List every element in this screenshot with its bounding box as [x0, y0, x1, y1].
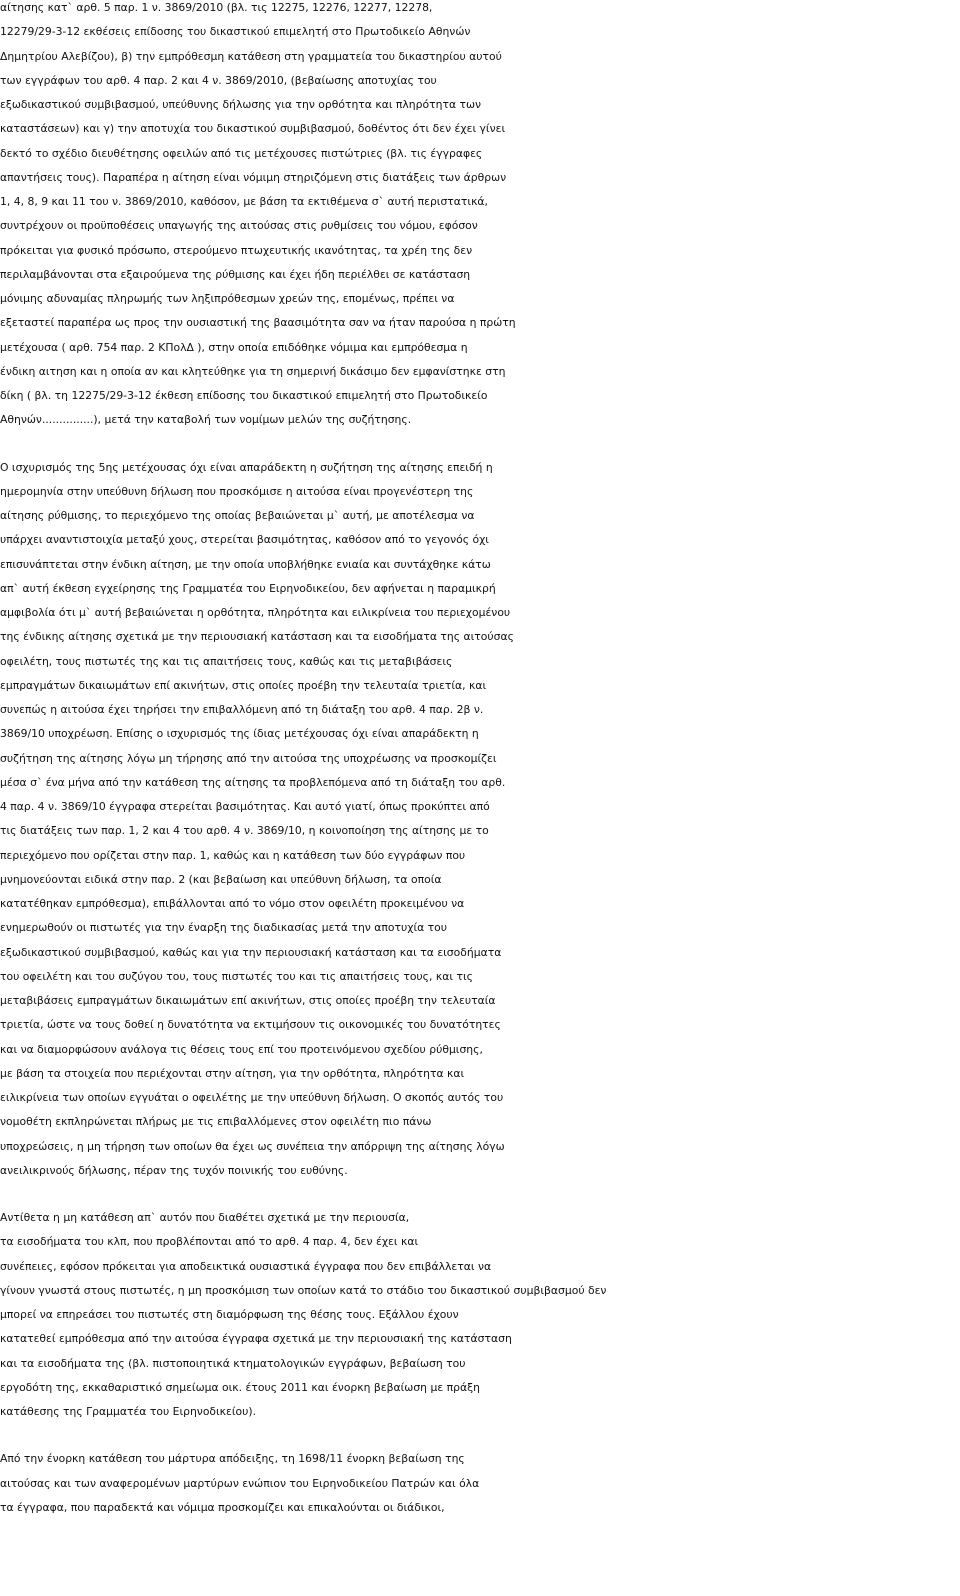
text-line: πρόκειται για φυσικό πρόσωπο, στερούμενο πτωχευτικής ικανότητας, τα χρέη της δεν: [0, 243, 473, 257]
text-line: απ` αυτή έκθεση εγχείρησης της Γραμματέα του Ειρηνοδικείου, δεν αφήνεται η παραμικρή: [0, 581, 496, 595]
text-line: επισυνάπτεται στην ένδικη αίτηση, με την οποία υποβλήθηκε ενιαία και συντάχθηκε κάτω: [0, 557, 491, 571]
text-line: νομοθέτη εκπληρώνεται πλήρως με τις επιβαλλόμενες στον οφειλέτη πιο πάνω: [0, 1115, 432, 1129]
text-line: κατατέθηκαν εμπρόθεσμα), επιβάλλονται από το νόμο στον οφειλέτη προκειμένου να: [0, 897, 465, 910]
text-line: 3869/10 υποχρέωση. Επίσης ο ισχυρισμός της ίδιας μετέχουσας όχι είναι απαράδεκτη η: [0, 727, 479, 741]
text-line: συντρέχουν οι προϋποθέσεις υπαγωγής της αιτούσας στις ρυθμίσεις του νόμου, εφόσον: [0, 219, 478, 233]
text-line: οφειλέτη, τους πιστωτές της και τις απαιτήσεις τους, καθώς και τις μεταβιβάσεις: [0, 654, 453, 668]
text-line: του οφειλέτη και του συζύγου του, τους πιστωτές του και τις απαιτήσεις τους, και τις: [0, 969, 473, 983]
text-line: καταστάσεων) και γ) την αποτυχία του δικαστικού συμβιβασμού, δοθέντος ότι δεν έχει γίνει: [0, 122, 506, 136]
text-line: γίνουν γνωστά στους πιστωτές, η μη προσκόμιση των οποίων κατά το στάδιο του δικαστικού συμβιβασμού δεν: [0, 1283, 607, 1297]
text-line: μόνιμης αδυναμίας πληρωμής των ληξιπρόθεσμων χρεών της, επομένως, πρέπει να: [0, 292, 455, 305]
paragraph-2: [0, 456, 952, 1184]
text-line: περιλαμβάνονται στα εξαιρούμενα της ρύθμισης και έχει ήδη περιέλθει σε κατάσταση: [0, 267, 471, 281]
text-line: συνέπειες, εφόσον πρόκειται για αποδεικτικά ουσιαστικά έγγραφα που δεν επιβάλλεται να: [0, 1259, 492, 1273]
text-line: Από την ένορκη κατάθεση του μάρτυρα απόδειξης, τη 1698/11 ένορκη βεβαίωση της: [0, 1452, 465, 1466]
text-line: των εγγράφων του αρθ. 4 παρ. 2 και 4 ν. 3869/2010, (βεβαίωσης αποτυχίας του: [0, 73, 437, 87]
text-line: υποχρεώσεις, η μη τήρηση των οποίων θα έχει ως συνέπεια την απόρριψη της αίτησης λόγω: [0, 1139, 505, 1153]
paragraph-1: [0, 0, 952, 433]
text-line: υπάρχει αναντιστοιχία μεταξύ χους, στερείται βασιμότητας, καθόσον από το γεγονός όχι: [0, 533, 489, 547]
text-line: εμπραγμάτων δικαιωμάτων επί ακινήτων, στις οποίες προέβη την τελευταία τριετία, και: [0, 678, 487, 692]
text-line: μέσα σ` ένα μήνα από την κατάθεση της αίτησης τα προβλεπόμενα από τη διάταξη του αρθ.: [0, 775, 506, 789]
text-line: τις διατάξεις των παρ. 1, 2 και 4 του αρθ. 4 ν. 3869/10, η κοινοποίηση της αίτησης με το: [0, 824, 489, 838]
text-line: μνημονεύονται ειδικά στην παρ. 2 (και βεβαίωση και υπεύθυνη δήλωση, τα οποία: [0, 872, 442, 886]
text-line: αίτησης κατ` αρθ. 5 παρ. 1 ν. 3869/2010 (βλ. τις 12275, 12276, 12277, 12278,: [0, 1, 433, 14]
text-line: τα εισοδήματα του κλπ, που προβλέπονται από το αρθ. 4 παρ. 4, δεν έχει και: [0, 1235, 419, 1249]
text-line: ειλικρίνεια των οποίων εγγυάται ο οφειλέτης με την υπεύθυνη δήλωση. Ο σκοπός αυτός του: [0, 1091, 504, 1104]
text-line: ημερομηνία στην υπεύθυνη δήλωση που προσκόμισε η αιτούσα είναι προγενέστερη της: [0, 484, 474, 498]
text-line: κατατεθεί εμπρόθεσμα από την αιτούσα έγγραφα σχετικά με την περιουσιακή της κατάσταση: [0, 1332, 512, 1346]
text-line: Αθηνών...............), μετά την καταβολή των νομίμων μελών της συζήτησης.: [0, 413, 412, 427]
text-line: συνεπώς η αιτούσα έχει τηρήσει την επιβαλλόμενη από τη διάταξη του αρθ. 4 παρ. 2β ν.: [0, 703, 484, 716]
text-line: εξεταστεί παραπέρα ως προς την ουσιαστική της βαασιμότητα σαν να ήταν παρούσα η πρώτη: [0, 316, 516, 330]
text-line: Αντίθετα η μη κατάθεση απ` αυτόν που διαθέτει σχετικά με την περιουσία,: [0, 1211, 410, 1224]
text-line: και να διαμορφώσουν ανάλογα τις θέσεις τους επί του προτεινόμενου σχεδίου ρύθμισης,: [0, 1042, 483, 1056]
text-line: απαντήσεις τους). Παραπέρα η αίτηση είναι νόμιμη στηριζόμενη στις διατάξεις των άρθρων: [0, 170, 507, 184]
text-line: μετέχουσα ( αρθ. 754 παρ. 2 ΚΠολΔ ), στην οποία επιδόθηκε νόμιμα και εμπρόθεσμα η: [0, 340, 468, 354]
text-line: 1, 4, 8, 9 και 11 του ν. 3869/2010, καθόσον, με βάση τα εκτιθέμενα σ` αυτή περιστατικά,: [0, 195, 488, 208]
text-line: αιτούσας και των αναφερομένων μαρτύρων ενώπιον του Ειρηνοδικείου Πατρών και όλα: [0, 1476, 480, 1490]
paragraph-3: [0, 1206, 952, 1424]
text-line: ένδικη αιτηση και η οποία αν και κλητεύθηκε για τη σημερινή δικάσιμο δεν εμφανίστηκε στη: [0, 364, 506, 378]
paragraph-4: [0, 1447, 952, 1520]
text-line: δίκη ( βλ. τη 12275/29-3-12 έκθεση επίδοσης του δικαστικού επιμελητή στο Πρωτοδικείο: [0, 389, 488, 402]
text-line: Δημητρίου Αλεβίζου), β) την εμπρόθεσμη κατάθεση στη γραμματεία του δικαστηρίου αυτού: [0, 49, 502, 63]
text-line: μπορεί να επηρεάσει του πιστωτές στη διαμόρφωση της θέσης τους. Εξάλλου έχουν: [0, 1308, 459, 1321]
text-line: εξωδικαστικού συμβιβασμού, καθώς και για την περιουσιακή κατάσταση και τα εισοδήματα: [0, 945, 502, 959]
text-line: τα έγγραφα, που παραδεκτά και νόμιμα προσκομίζει και επικαλούνται οι διάδικοι,: [0, 1500, 445, 1514]
text-line: της ένδικης αίτησης σχετικά με την περιουσιακή κατάσταση και τα εισοδήματα της αιτούσας: [0, 630, 514, 644]
text-line: αίτησης ρύθμισης, το περιεχόμενο της οποίας βεβαιώνεται μ` αυτή, με αποτέλεσμα να: [0, 509, 475, 522]
text-line: ανειλικρινούς δήλωσης, πέραν της τυχόν ποινικής του ευθύνης.: [0, 1163, 348, 1177]
text-line: ενημερωθούν οι πιστωτές για την έναρξη της διαδικασίας μετά την αποτυχία του: [0, 921, 448, 935]
text-line: 4 παρ. 4 ν. 3869/10 έγγραφα στερείται βασιμότητας. Και αυτό γιατί, όπως προκύπτει από: [0, 800, 490, 813]
text-line: αμφιβολία ότι μ` αυτή βεβαιώνεται η ορθότητα, πληρότητα και ειλικρίνεια του περιεχομένου: [0, 606, 511, 619]
text-line: 12279/29-3-12 εκθέσεις επίδοσης του δικαστικού επιμελητή στο Πρωτοδικείο Αθηνών: [0, 25, 471, 39]
text-line: και τα εισοδήματα της (βλ. πιστοποιητικά κτηματολογικών εγγράφων, βεβαίωση του: [0, 1356, 466, 1370]
text-line: κατάθεσης της Γραμματέα του Ειρηνοδικείου).: [0, 1405, 257, 1418]
text-line: με βάση τα στοιχεία που περιέχονται στην αίτηση, για την ορθότητα, πληρότητα και: [0, 1066, 465, 1080]
text-line: Ο ισχυρισμός της 5ης μετέχουσας όχι είναι απαράδεκτη η συζήτηση της αίτησης επειδή η: [0, 460, 493, 474]
text-line: συζήτηση της αίτησης λόγω μη τήρησης από την αιτούσα της υποχρέωσης να προσκομίζει: [0, 751, 497, 765]
text-line: τριετία, ώστε να τους δοθεί η δυνατότητα να εκτιμήσουν τις οικονομικές του δυνατότητες: [0, 1018, 501, 1032]
text-line: περιεχόμενο που ορίζεται στην παρ. 1, καθώς και η κατάθεση των δύο εγγράφων που: [0, 848, 466, 862]
text-line: δεκτό το σχέδιο διευθέτησης οφειλών από τις μετέχουσες πιστώτριες (βλ. τις έγγραφες: [0, 146, 483, 160]
text-line: εξωδικαστικού συμβιβασμού, υπεύθυνης δήλωσης για την ορθότητα και πληρότητα των: [0, 98, 482, 111]
text-line: μεταβιβάσεις εμπραγμάτων δικαιωμάτων επί ακινήτων, στις οποίες προέβη την τελευταία: [0, 994, 496, 1007]
text-line: εργοδότη της, εκκαθαριστικό σημείωμα οικ. έτους 2011 και ένορκη βεβαίωση με πράξη: [0, 1380, 480, 1394]
